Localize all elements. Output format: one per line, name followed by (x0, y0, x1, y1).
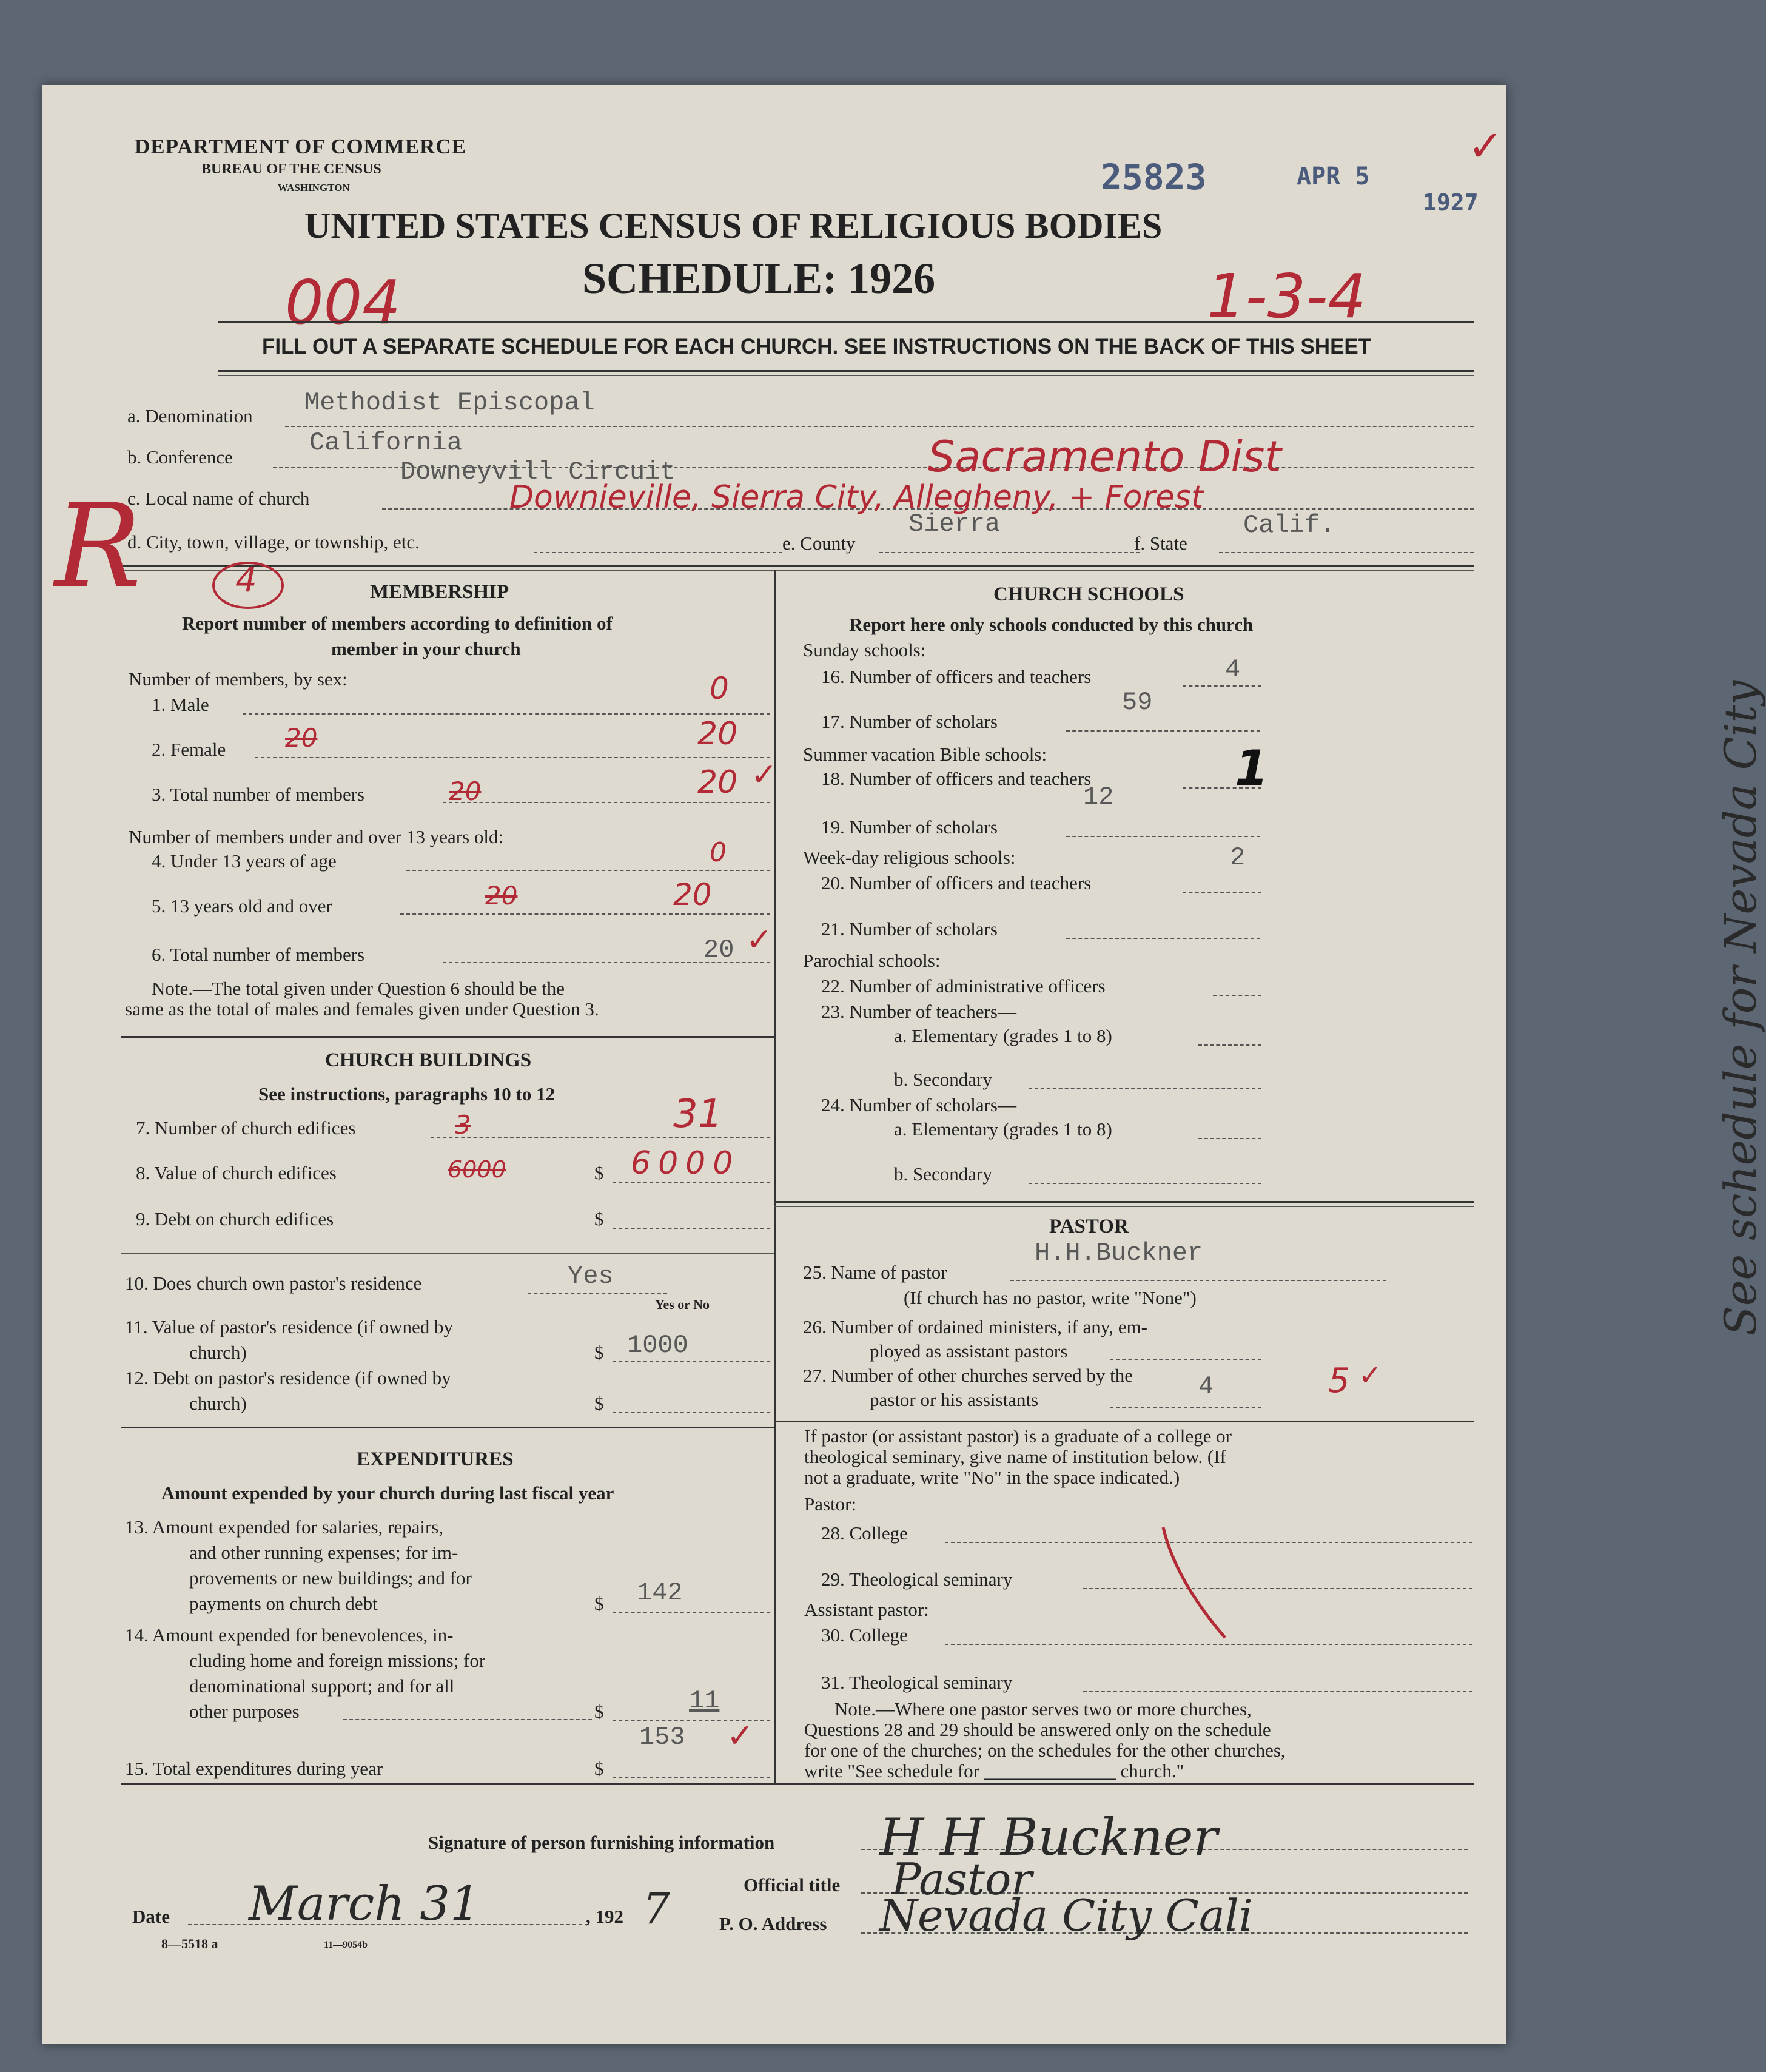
state-field: Calif. (1243, 511, 1335, 540)
q27-line (1110, 1407, 1261, 1408)
divider (121, 1783, 1474, 1785)
pastor-note-2: Questions 28 and 29 should be answered only on the schedule (804, 1719, 1271, 1740)
q4-label: 4. Under 13 years of age (152, 850, 337, 872)
q14-label-dots (343, 1719, 592, 1720)
expenditures-sub: Amount expended by your church during last fiscal year (161, 1482, 614, 1504)
q27-check-icon: ✓ (1358, 1360, 1382, 1391)
q11-label-2: church) (189, 1342, 247, 1363)
q21-line (1066, 938, 1260, 939)
q15-label: 15. Total expenditures during year (125, 1758, 383, 1779)
stamp-year: 1927 (1423, 189, 1479, 216)
q9-dollar: $ (594, 1208, 604, 1229)
graduate-instruction-1: If pastor (or assistant pastor) is a graduate of a college or (804, 1425, 1232, 1447)
red-slash-mark (1158, 1522, 1231, 1644)
q3-line (443, 802, 770, 803)
q24a-label: a. Elementary (grades 1 to 8) (894, 1118, 1112, 1140)
q2-value: 20 (697, 716, 738, 752)
q3-check-icon: ✓ (751, 758, 777, 793)
schedule-title: SCHEDULE: 1926 (582, 254, 936, 303)
q29-line (1083, 1588, 1472, 1589)
q23a-label: a. Elementary (grades 1 to 8) (894, 1025, 1112, 1046)
q30-line (945, 1644, 1472, 1645)
official-title-label: Official title (744, 1874, 841, 1895)
schools-sub: Report here only schools conducted by this church (849, 614, 1254, 635)
red-circle-number: 4 (235, 560, 257, 600)
q15-check-icon: ✓ (727, 1718, 754, 1754)
divider (218, 321, 1474, 323)
q8-line (613, 1182, 770, 1183)
q5-label: 5. 13 years old and over (152, 895, 332, 917)
census-form-sheet (42, 85, 1766, 2044)
q30-label: 30. College (821, 1624, 908, 1646)
q20-label: 20. Number of officers and teachers (821, 872, 1092, 893)
q19-label: 19. Number of scholars (821, 816, 998, 838)
q7-line (431, 1137, 770, 1138)
buildings-sub: See instructions, paragraphs 10 to 12 (258, 1083, 556, 1105)
parochial-label: Parochial schools: (803, 950, 941, 971)
q3-label: 3. Total number of members (152, 784, 365, 805)
q31-line (1083, 1691, 1472, 1692)
q14-label-3: denominational support; and for all (189, 1675, 455, 1697)
q7-label: 7. Number of church edifices (136, 1117, 356, 1139)
divider (121, 1253, 774, 1254)
q23-label: 23. Number of teachers— (821, 1001, 1016, 1022)
q19-line (1066, 836, 1260, 837)
q27-label-2: pastor or his assistants (870, 1389, 1039, 1410)
form-title: UNITED STATES CENSUS OF RELIGIOUS BODIES (304, 206, 1163, 246)
q23a-line (1198, 1044, 1261, 1046)
q25-hint: (If church has no pastor, write "None") (904, 1287, 1197, 1308)
q11-label-1: 11. Value of pastor's residence (if owned by (125, 1316, 454, 1337)
church-name-label: c. Local name of church (127, 488, 310, 509)
q20-value: 2 (1230, 843, 1246, 872)
signature-value: H H Buckner (879, 1808, 1218, 1867)
state-label: f. State (1134, 533, 1187, 554)
q29-label: 29. Theological seminary (821, 1569, 1013, 1590)
po-address-label: P. O. Address (719, 1913, 827, 1934)
county-label: e. County (782, 533, 856, 554)
bureau-heading: BUREAU OF THE CENSUS (201, 161, 381, 177)
q13-label-4: payments on church debt (189, 1593, 378, 1614)
buildings-heading: CHURCH BUILDINGS (325, 1049, 532, 1071)
divider (121, 1036, 774, 1038)
q5-value: 20 (673, 877, 712, 912)
q14-label-2: cluding home and foreign missions; for (189, 1650, 486, 1671)
q11-dollar: $ (594, 1342, 604, 1363)
hand-code: 1-3-4 (1207, 261, 1367, 332)
q22-label: 22. Number of administrative officers (821, 975, 1106, 997)
red-r-mark: R (55, 479, 142, 613)
q13-value: 142 (637, 1578, 683, 1607)
city-line (534, 552, 782, 553)
q2-line (255, 757, 770, 758)
q18-label: 18. Number of officers and teachers (821, 768, 1092, 789)
q5-line (400, 913, 770, 915)
q17-line (1066, 730, 1260, 732)
q16-line (1183, 685, 1261, 687)
graduate-instruction-3: not a graduate, write "No" in the space indicated.) (804, 1467, 1180, 1488)
q27-label-1: 27. Number of other churches served by the (803, 1365, 1133, 1386)
q11-line (613, 1361, 770, 1362)
conference-field: California (309, 428, 463, 457)
state-line (1219, 552, 1474, 553)
q13-dollar: $ (594, 1593, 604, 1614)
pastor-note-1: Note.—Where one pastor serves two or more churches, (834, 1698, 1252, 1720)
q20-line (1183, 892, 1261, 893)
hand-file-number: 004 (285, 267, 401, 338)
denomination-line (285, 426, 1474, 427)
q31-label: 31. Theological seminary (821, 1672, 1013, 1693)
membership-intro-1: Report number of members according to definition of (182, 613, 613, 634)
q13-line (613, 1612, 770, 1613)
membership-note-1: Note.—The total given under Question 6 should be the (152, 978, 565, 999)
q12-label-1: 12. Debt on pastor's residence (if owned by (125, 1367, 451, 1388)
assistant-sublabel: Assistant pastor: (804, 1599, 929, 1620)
divider (774, 1206, 1474, 1207)
membership-note-2: same as the total of males and females given under Question 3. (125, 998, 599, 1020)
q12-line (613, 1412, 770, 1413)
po-address-value: Nevada City Cali (879, 1890, 1253, 1941)
sunday-label: Sunday schools: (803, 639, 926, 661)
q9-line (613, 1228, 770, 1229)
expenditures-heading: EXPENDITURES (357, 1448, 514, 1470)
q18-value: 1 (1235, 740, 1269, 796)
q2-label: 2. Female (152, 739, 226, 760)
under-over-label: Number of members under and over 13 years old: (129, 826, 504, 847)
conference-label: b. Conference (127, 446, 233, 468)
q21-label: 21. Number of scholars (821, 918, 998, 940)
summer-label: Summer vacation Bible schools: (803, 744, 1047, 765)
q12-dollar: $ (594, 1393, 604, 1414)
margin-handwritten-note: See schedule for Nevada City (1715, 680, 1766, 1336)
q19-value: 12 (1083, 782, 1114, 812)
divider (121, 565, 1474, 567)
q24a-line (1198, 1138, 1261, 1139)
q3-struck-value: 20 (449, 776, 482, 806)
q8-dollar: $ (594, 1162, 604, 1183)
check-mark-icon: ✓ (1468, 124, 1503, 170)
yes-no-hint: Yes or No (655, 1297, 710, 1312)
date-value: March 31 (249, 1877, 480, 1931)
q23b-label: b. Secondary (894, 1069, 992, 1090)
q25-value: H.H.Buckner (1035, 1239, 1203, 1268)
city-label: d. City, town, village, or township, etc. (127, 531, 420, 553)
members-by-sex-label: Number of members, by sex: (129, 668, 347, 690)
q13-label-3: provements or new buildings; and for (189, 1567, 472, 1589)
q13-label-1: 13. Amount expended for salaries, repairs, (125, 1516, 444, 1538)
q8-struck-value: 6000 (448, 1156, 506, 1183)
divider (774, 1201, 1474, 1203)
q6-value: 20 (703, 935, 734, 964)
q1-label: 1. Male (152, 694, 209, 715)
church-circuit-typed: Downeyvill Circuit (400, 457, 676, 486)
membership-heading: MEMBERSHIP (370, 581, 509, 603)
q26-label-2: ployed as assistant pastors (870, 1340, 1068, 1362)
q24b-line (1029, 1183, 1261, 1184)
divider (774, 1421, 1474, 1422)
q1-line (243, 713, 770, 715)
q14-value: 11 (689, 1686, 720, 1715)
stamp-number: 25823 (1101, 156, 1207, 198)
q26-line (1110, 1359, 1261, 1360)
q10-value: Yes (568, 1262, 614, 1291)
q7-value: 31 (673, 1092, 723, 1137)
q3-value: 20 (697, 764, 738, 801)
pastor-note-4: write "See schedule for ______________ church." (804, 1760, 1184, 1781)
q14-dollar: $ (594, 1701, 604, 1722)
county-line (879, 552, 1140, 553)
weekday-label: Week-day religious schools: (803, 847, 1016, 868)
q15-value: 153 (639, 1723, 685, 1752)
q26-label-1: 26. Number of ordained ministers, if any, em- (803, 1316, 1147, 1337)
divider (218, 375, 1474, 376)
graduate-instruction-2: theological seminary, give name of institution below. (If (804, 1446, 1226, 1467)
official-title-value: Pastor (891, 1854, 1032, 1905)
denomination-field: Methodist Episcopal (304, 388, 595, 417)
q27-hand-value: 5 (1328, 1361, 1350, 1401)
stamp-date: APR 5 (1297, 163, 1370, 190)
q4-line (406, 870, 770, 871)
schools-heading: CHURCH SCHOOLS (993, 584, 1184, 605)
q27-value: 4 (1198, 1372, 1214, 1401)
q15-dollar: $ (594, 1758, 604, 1779)
city-heading: WASHINGTON (278, 182, 350, 193)
q11-value: 1000 (627, 1331, 688, 1360)
q14-label-4: other purposes (189, 1701, 300, 1722)
date-label: Date (132, 1906, 170, 1927)
q10-line (528, 1293, 667, 1294)
year-value: 7 (643, 1884, 670, 1934)
pastor-note-3: for one of the churches; on the schedules for the other churches, (804, 1740, 1286, 1761)
q22-line (1213, 995, 1261, 996)
dept-heading: DEPARTMENT OF COMMERCE (135, 135, 467, 158)
q24-label: 24. Number of scholars— (821, 1094, 1016, 1115)
pastor-sublabel: Pastor: (804, 1493, 857, 1515)
year-prefix: , 192 (586, 1906, 623, 1927)
q8-label: 8. Value of church edifices (136, 1162, 337, 1183)
divider (121, 570, 1474, 571)
q12-label-2: church) (189, 1393, 247, 1414)
q23b-line (1029, 1088, 1261, 1089)
county-field: Sierra (908, 510, 1001, 539)
q5-struck-value: 20 (485, 881, 518, 910)
q25-line (1010, 1280, 1386, 1281)
conference-district-hand: Sacramento Dist (928, 432, 1281, 482)
print-number: 11—9054b (324, 1940, 368, 1950)
q6-label: 6. Total number of members (152, 944, 365, 965)
q10-label: 10. Does church own pastor's residence (125, 1273, 422, 1294)
q16-label: 16. Number of officers and teachers (821, 666, 1092, 687)
denomination-label: a. Denomination (127, 405, 253, 426)
q4-value: 0 (710, 837, 727, 868)
q6-check-icon: ✓ (746, 923, 773, 958)
church-name-field: Downieville, Sierra City, Allegheny, + Forest (509, 479, 1204, 516)
form-number: 8—5518 a (161, 1936, 218, 1951)
signature-label: Signature of person furnishing information (428, 1832, 775, 1853)
q14-label-1: 14. Amount expended for benevolences, in- (125, 1624, 454, 1646)
membership-intro-2: member in your church (331, 638, 521, 659)
q25-label: 25. Name of pastor (803, 1262, 947, 1283)
column-divider (774, 570, 776, 1783)
q17-value: 59 (1122, 688, 1153, 717)
pastor-heading: PASTOR (1049, 1216, 1129, 1237)
q15-line (613, 1777, 770, 1778)
divider (218, 370, 1474, 372)
q1-value: 0 (710, 671, 729, 706)
q7-struck-value: 3 (455, 1110, 471, 1140)
divider (121, 1427, 774, 1428)
q2-struck-value: 20 (285, 723, 318, 753)
q9-label: 9. Debt on church edifices (136, 1208, 334, 1229)
instruction-line: FILL OUT A SEPARATE SCHEDULE FOR EACH CHURCH. SEE INSTRUCTIONS ON THE BACK OF THIS SHEET (262, 335, 1372, 358)
q16-value: 4 (1225, 655, 1241, 684)
q8-value: 6000 (631, 1145, 740, 1182)
q28-label: 28. College (821, 1522, 908, 1544)
q17-label: 17. Number of scholars (821, 711, 998, 732)
q24b-label: b. Secondary (894, 1163, 992, 1185)
q13-label-2: and other running expenses; for im- (189, 1542, 458, 1563)
